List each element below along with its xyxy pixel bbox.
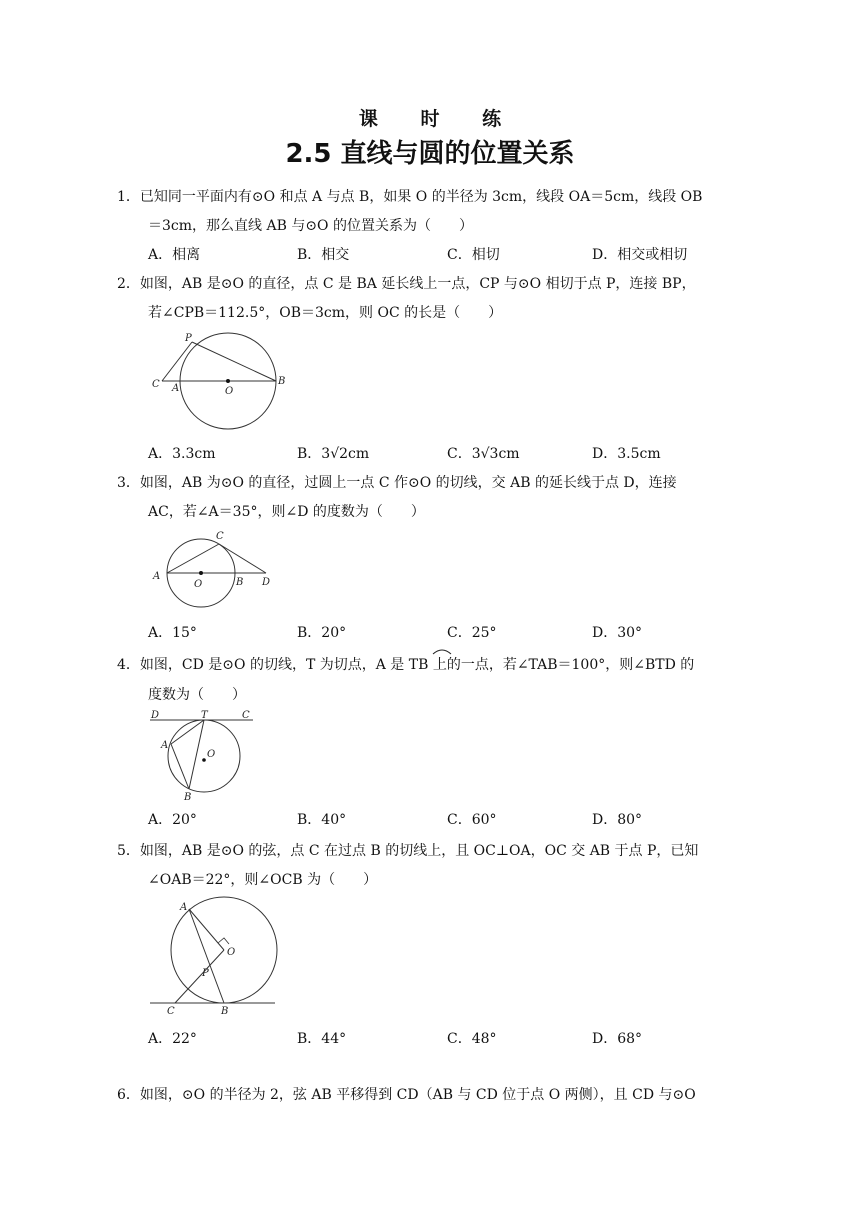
q5-label-b: B — [221, 1006, 229, 1017]
q3-label-c: C — [216, 531, 224, 542]
worksheet-title: 2.5 直线与圆的位置关系 — [285, 139, 575, 169]
q4-label-b: B — [184, 792, 192, 803]
q5-option-c: C．48° — [447, 1031, 497, 1047]
q2-label-p: P — [185, 333, 192, 344]
q3-option-c: C．25° — [447, 625, 497, 641]
q5-figure — [145, 895, 280, 1020]
q4-option-c: C．60° — [447, 812, 497, 828]
q3-label-o: O — [194, 579, 203, 590]
q4-label-d: D — [151, 710, 160, 721]
q3-option-b: B．20° — [297, 625, 347, 641]
q5-option-d: D．68° — [592, 1031, 643, 1047]
q5-option-a: A．22° — [148, 1031, 197, 1047]
q2-stem-line1: 2．如图，AB 是⊙O 的直径，点 C 是 BA 延长线上一点，CP 与⊙O 相切于点 P，连接 BP， — [117, 276, 696, 292]
q4-option-a: A．20° — [148, 812, 197, 828]
q4-label-o: O — [207, 749, 216, 760]
q3-label-d: D — [262, 577, 271, 588]
q5-label-c: C — [167, 1006, 175, 1017]
q1-option-c: C．相切 — [447, 247, 500, 263]
q1-option-d: D．相交或相切 — [592, 247, 688, 263]
q2-label-a: A — [172, 383, 180, 394]
q4-label-c: C — [242, 710, 250, 721]
q4-option-b: B．40° — [297, 812, 347, 828]
q5-stem-line1: 5．如图，AB 是⊙O 的弦，点 C 在过点 B 的切线上，且 OC⊥OA，OC 交 AB 于点 P，已知 — [117, 843, 699, 859]
arc-mark-icon — [431, 645, 453, 655]
q4-label-t: T — [201, 710, 208, 721]
q3-option-a: A．15° — [148, 625, 197, 641]
q2-stem-line2: 若∠CPB＝112.5°，OB＝3cm，则 OC 的长是（ ） — [148, 305, 503, 321]
q6-stem-line1: 6．如图，⊙O 的半径为 2，弦 AB 平移得到 CD（AB 与 CD 位于点 O 两侧），且 CD 与⊙O — [117, 1087, 696, 1103]
q2-label-b: B — [278, 376, 286, 387]
q5-stem-line2: ∠OAB＝22°，则∠OCB 为（ ） — [148, 872, 378, 888]
worksheet-kicker: 课 时 练 — [358, 108, 520, 130]
q1-option-b: B．相交 — [297, 247, 350, 263]
q2-label-o: O — [225, 386, 234, 397]
q5-label-o: O — [227, 947, 236, 958]
q2-label-c: C — [152, 379, 160, 390]
q3-label-a: A — [153, 571, 161, 582]
q5-label-a: A — [180, 902, 188, 913]
q1-stem-line2: ＝3cm，那么直线 AB 与⊙O 的位置关系为（ ） — [148, 218, 473, 234]
q4-stem-line2: 度数为（ ） — [148, 687, 246, 703]
q5-label-p: P — [202, 968, 209, 979]
q1-stem-line1: 1．已知同一平面内有⊙O 和点 A 与点 B，如果 O 的半径为 3cm，线段 OA＝5cm，线段 OB — [117, 189, 703, 205]
q3-stem-line2: AC，若∠A＝35°，则∠D 的度数为（ ） — [148, 504, 425, 520]
q3-stem-line1: 3．如图，AB 为⊙O 的直径，过圆上一点 C 作⊙O 的切线，交 AB 的延长线于点 D，连接 — [117, 475, 677, 491]
q5-option-b: B．44° — [297, 1031, 347, 1047]
q1-option-a: A．相离 — [148, 247, 201, 263]
q2-option-a: A．3.3cm — [148, 446, 216, 462]
q4-label-a: A — [161, 740, 169, 751]
q4-stem-line1: 4．如图，CD 是⊙O 的切线，T 为切点，A 是 TB 上的一点，若∠TAB＝100°，则∠BTD 的 — [117, 657, 695, 673]
q2-option-b: B．3√2cm — [297, 446, 370, 462]
q2-option-c: C．3√3cm — [447, 446, 520, 462]
q3-label-b: B — [236, 577, 244, 588]
q3-figure — [148, 525, 278, 610]
q4-option-d: D．80° — [592, 812, 643, 828]
q2-option-d: D．3.5cm — [592, 446, 661, 462]
q3-option-d: D．30° — [592, 625, 643, 641]
q2-figure — [140, 325, 300, 435]
q4-figure — [145, 705, 255, 803]
